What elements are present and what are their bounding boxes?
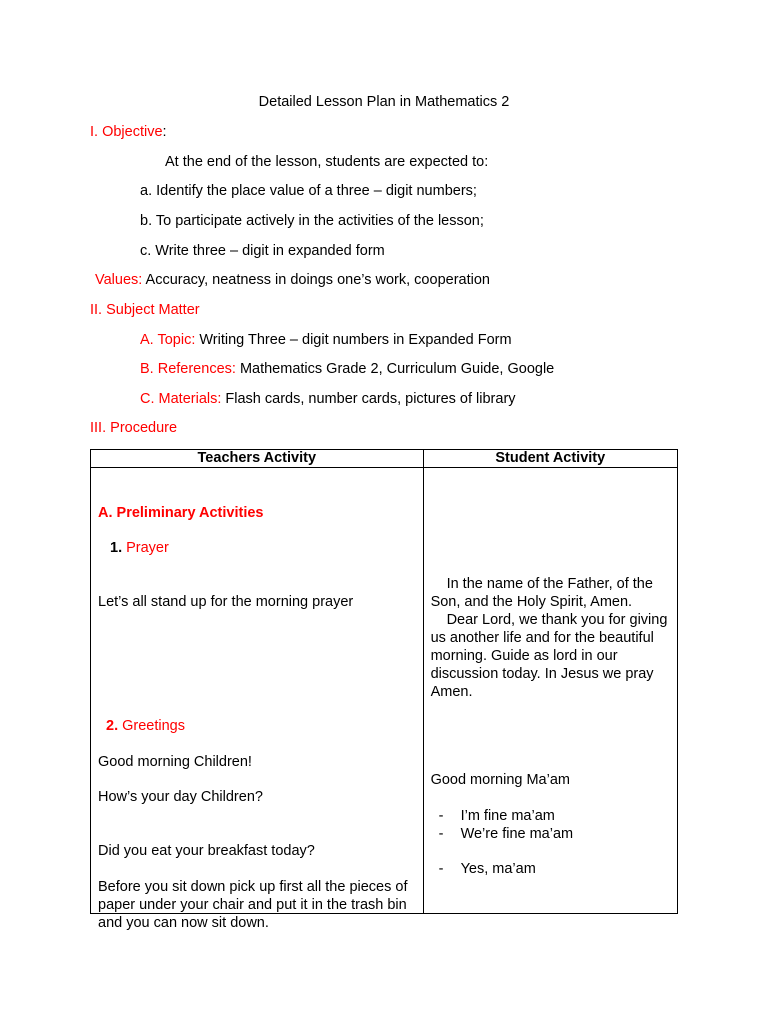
student-activity-cell: [423, 468, 677, 914]
procedure-heading: III. Procedure: [90, 420, 178, 436]
greetings-heading: 2. Greetings: [106, 718, 185, 734]
teacher-line: Before you sit down pick up first all the pieces of paper under your chair and put it in the trash bin and you can now sit down.: [98, 879, 408, 931]
teacher-prayer-line: Let’s all stand up for the morning prayer: [98, 594, 354, 610]
prayer-heading: 1. Prayer: [110, 540, 169, 556]
list-item: - We’re fine ma’am: [438, 826, 574, 842]
list-item: - Yes, ma’am: [438, 861, 536, 877]
subject-matter-heading: II. Subject Matter: [90, 302, 200, 318]
table-row: [91, 468, 678, 914]
objective-heading: I. Objective:: [90, 124, 167, 140]
document-title: Detailed Lesson Plan in Mathematics 2: [258, 94, 510, 110]
column-header-teacher: Teachers Activity: [91, 450, 424, 468]
objective-item-b: b. To participate actively in the activities of the lesson;: [140, 213, 484, 229]
teacher-line: Good morning Children!: [98, 754, 252, 770]
references-line: B. References: Mathematics Grade 2, Curriculum Guide, Google: [140, 361, 555, 377]
objective-item-c: c. Write three – digit in expanded form: [140, 243, 385, 259]
student-prayer-1: In the name of the Father, of the Son, and the Holy Spirit, Amen.: [430, 576, 653, 610]
topic-line: A. Topic: Writing Three – digit numbers in Expanded Form: [140, 332, 512, 348]
column-header-student: Student Activity: [423, 450, 677, 468]
procedure-table: [90, 449, 678, 931]
objective-item-a: a. Identify the place value of a three – digit numbers;: [140, 183, 477, 199]
objective-intro: At the end of the lesson, students are expected to:: [165, 154, 489, 170]
teacher-line: Did you eat your breakfast today?: [98, 843, 315, 859]
teacher-activity-cell: [91, 468, 424, 931]
materials-line: C. Materials: Flash cards, number cards, pictures of library: [140, 391, 516, 407]
student-prayer-2: Dear Lord, we thank you for giving us another life and for the beautiful morning. Guide as lord in our discussion today. In Jesus we pray Amen.: [430, 612, 668, 700]
list-item: - I’m fine ma’am: [438, 808, 555, 824]
teacher-line: How’s your day Children?: [98, 789, 263, 805]
table-header-row: [91, 450, 678, 468]
section-preliminary-activities: A. Preliminary Activities: [98, 505, 264, 521]
student-greeting: Good morning Ma’am: [430, 772, 570, 788]
values-line: Values: Accuracy, neatness in doings one’s work, cooperation: [95, 272, 490, 288]
